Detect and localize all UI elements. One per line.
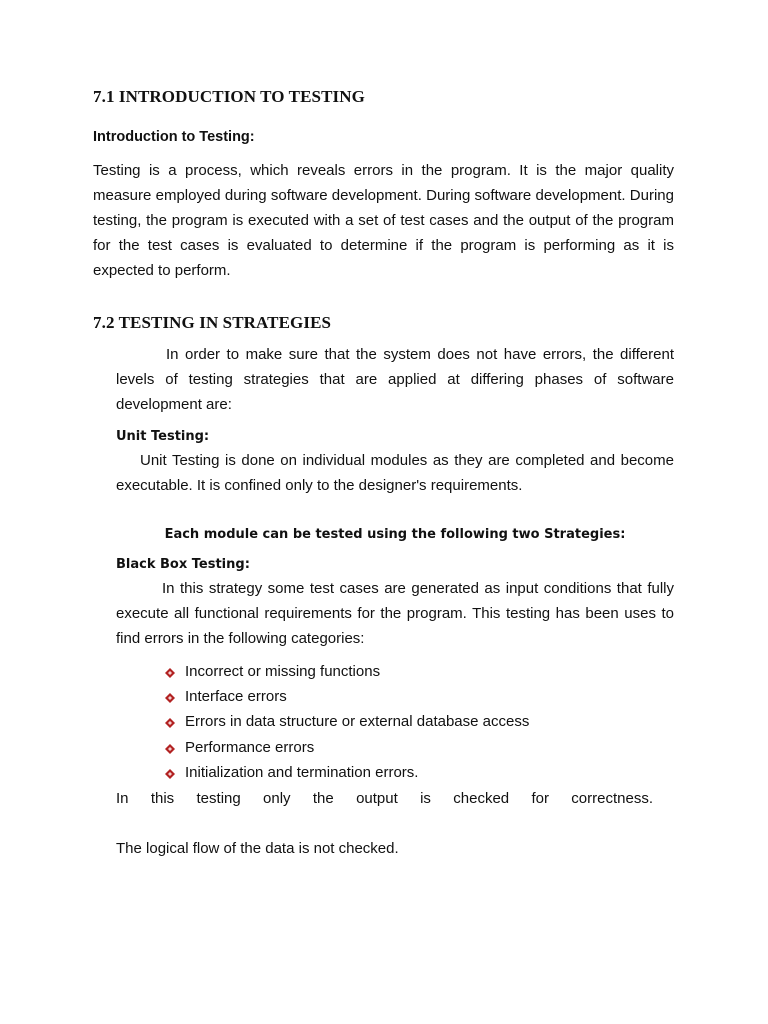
red-diamond-bullet-icon bbox=[165, 769, 175, 779]
unit-testing-heading: Unit Testing: bbox=[116, 429, 210, 444]
list-item-text: Performance errors bbox=[185, 738, 315, 756]
intro-paragraph: Testing is a process, which reveals errors in the program. It is the major quality measure employed during software development. During software development. During testing, the program is executed with a set of test cases and the output of the program for the test cases is evaluated to determine if the program is performing as it is expected to perform. bbox=[93, 162, 674, 279]
list-item-text: Initialization and termination errors. bbox=[185, 763, 419, 781]
unit-testing-paragraph: Unit Testing is done on individual modules as they are completed and become executable. It is confined only to the designer's requirements. bbox=[116, 452, 674, 494]
output-checked-line: In this testing only the output is checked for correctness. bbox=[116, 790, 653, 807]
list-item bbox=[165, 760, 665, 785]
section-7-1-heading: 7.1 INTRODUCTION TO TESTING bbox=[93, 87, 365, 106]
strategies-intro-paragraph: In order to make sure that the system does not have errors, the different levels of testing strategies that are applied at differing phases of software development are: bbox=[116, 346, 674, 413]
intro-subheading: Introduction to Testing: bbox=[93, 129, 255, 145]
section-7-2-heading: 7.2 TESTING IN STRATEGIES bbox=[93, 313, 332, 332]
error-categories-list bbox=[165, 659, 665, 785]
black-box-paragraph: In this strategy some test cases are generated as input conditions that fully execute all functional requirements for the program. This testing has been uses to find errors in the following categories: bbox=[116, 580, 674, 647]
black-box-heading: Black Box Testing: bbox=[116, 557, 250, 572]
strategies-heading: Each module can be tested using the following two Strategies: bbox=[164, 527, 626, 542]
list-item-text: Errors in data structure or external database access bbox=[185, 713, 530, 731]
red-diamond-bullet-icon bbox=[165, 744, 175, 754]
list-item bbox=[165, 735, 665, 760]
red-diamond-bullet-icon bbox=[165, 718, 175, 728]
list-item-text: Interface errors bbox=[185, 688, 287, 706]
list-item bbox=[165, 709, 665, 734]
list-item-text: Incorrect or missing functions bbox=[185, 663, 381, 680]
list-item bbox=[165, 659, 665, 684]
list-item bbox=[165, 684, 665, 709]
red-diamond-bullet-icon bbox=[165, 668, 175, 678]
red-diamond-bullet-icon bbox=[165, 693, 175, 703]
logical-flow-line: The logical flow of the data is not checked. bbox=[116, 840, 399, 857]
